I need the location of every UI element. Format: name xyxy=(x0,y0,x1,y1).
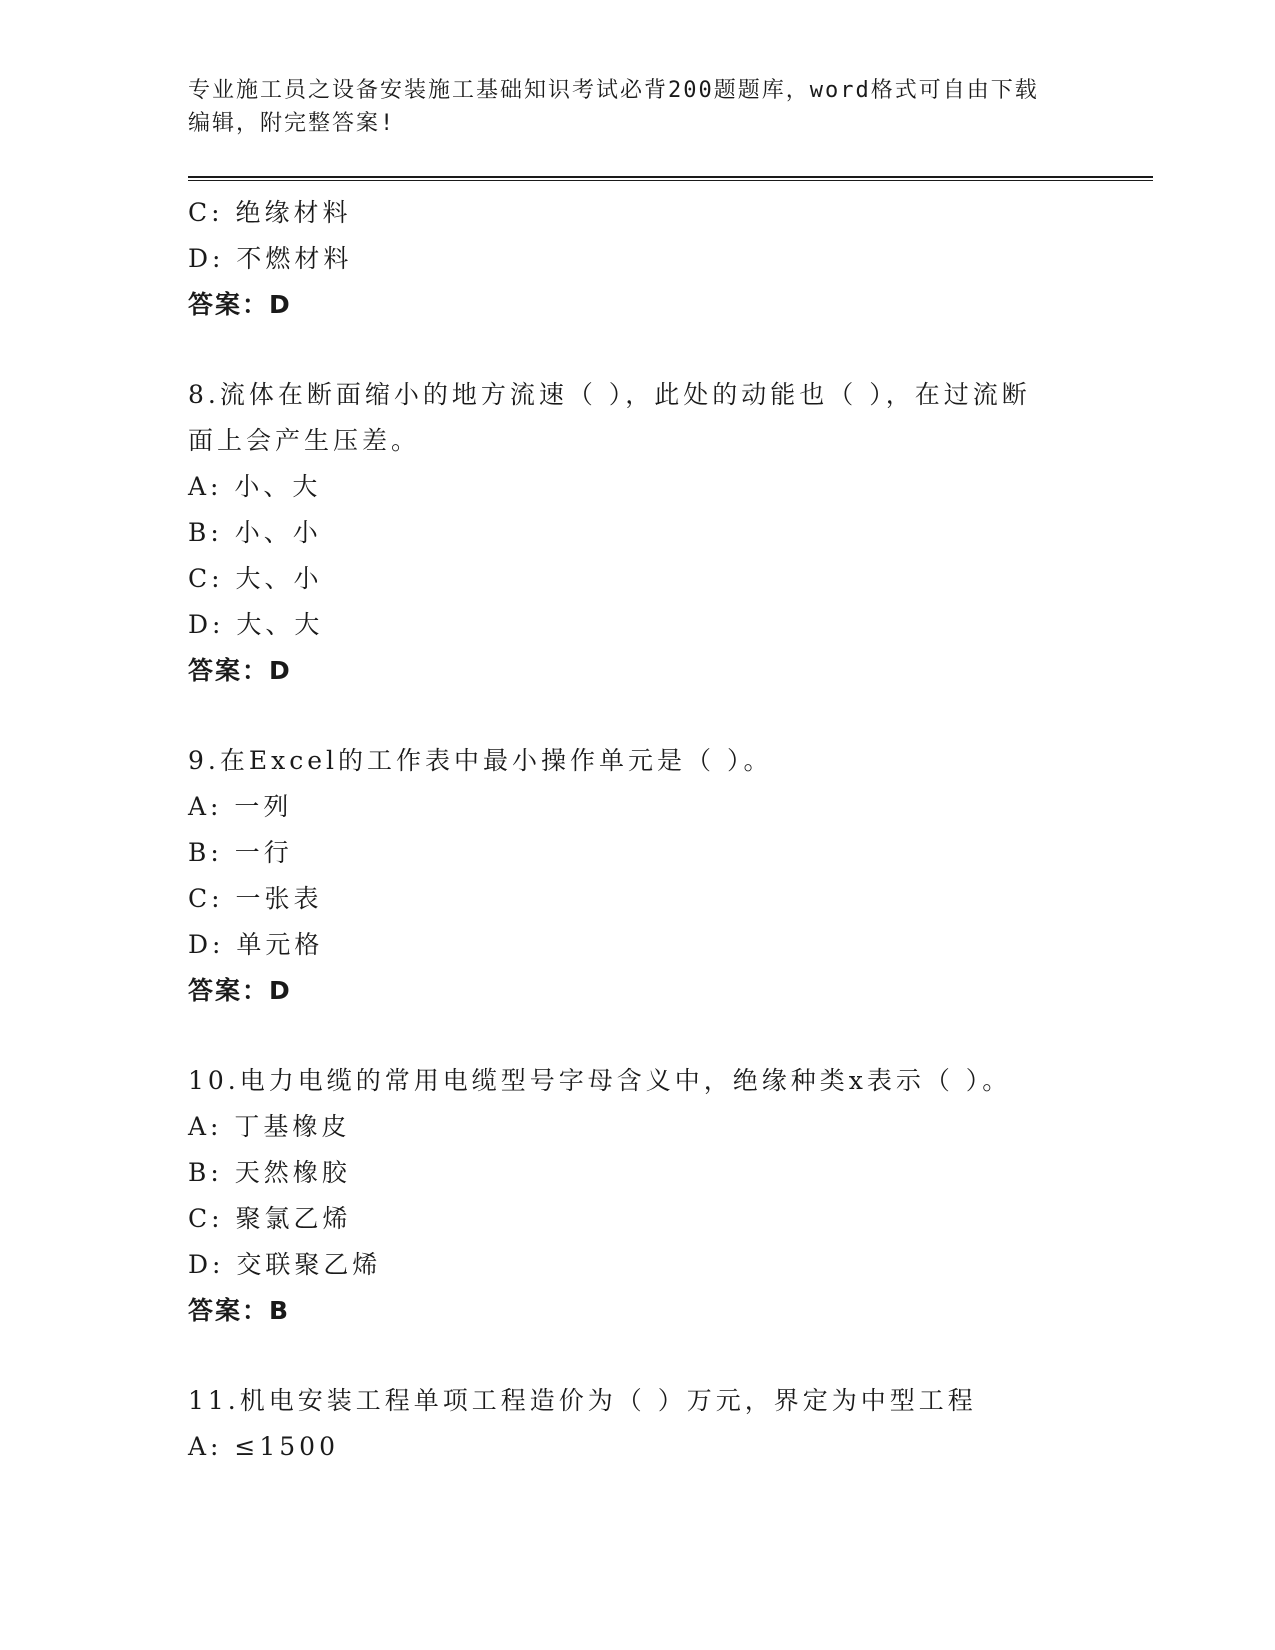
answer-line: 答案：B xyxy=(188,1296,291,1325)
option-c: C: 大、小 xyxy=(188,564,323,593)
question-stem: 9.在Excel的工作表中最小操作单元是（ ）。 xyxy=(188,746,773,775)
option-c: C: 绝缘材料 xyxy=(188,198,352,227)
question-stem: 11.机电安装工程单项工程造价为（ ）万元，界定为中型工程 xyxy=(188,1386,977,1415)
question-stem: 10.电力电缆的常用电缆型号字母含义中，绝缘种类x表示（ ）。 xyxy=(188,1066,1012,1095)
option-d: D: 单元格 xyxy=(188,930,324,959)
question-stem-continued: 面上会产生压差。 xyxy=(188,426,421,455)
page-header xyxy=(188,74,1068,140)
header-divider xyxy=(188,176,1153,181)
spacer xyxy=(188,328,1088,372)
question-list xyxy=(188,190,1088,1470)
option-a: A: 丁基橡皮 xyxy=(188,1112,351,1141)
option-b: B: 小、小 xyxy=(188,518,322,547)
answer-line: 答案：D xyxy=(188,976,292,1005)
option-d: D: 交联聚乙烯 xyxy=(188,1250,382,1279)
question-8-block xyxy=(188,372,1088,694)
answer-line: 答案：D xyxy=(188,656,292,685)
spacer xyxy=(188,1334,1088,1378)
option-b: B: 一行 xyxy=(188,838,293,867)
question-9-block xyxy=(188,738,1088,1014)
header-title-line2: 编辑，附完整答案! xyxy=(188,111,396,136)
header-title-line1: 专业施工员之设备安装施工基础知识考试必背200题题库，word格式可自由下载 xyxy=(188,78,1039,103)
option-a: A: ≤1500 xyxy=(188,1432,339,1461)
question-11-block xyxy=(188,1378,1088,1470)
option-d: D: 不燃材料 xyxy=(188,244,353,273)
question-7-block xyxy=(188,190,1088,328)
option-c: C: 一张表 xyxy=(188,884,323,913)
option-b: B: 天然橡胶 xyxy=(188,1158,351,1187)
option-a: A: 一列 xyxy=(188,792,293,821)
option-a: A: 小、大 xyxy=(188,472,322,501)
question-stem: 8.流体在断面缩小的地方流速（ ），此处的动能也（ ），在过流断 xyxy=(188,380,1031,409)
question-10-block xyxy=(188,1058,1088,1334)
option-c: C: 聚氯乙烯 xyxy=(188,1204,352,1233)
spacer xyxy=(188,694,1088,738)
answer-line: 答案：D xyxy=(188,290,292,319)
option-d: D: 大、大 xyxy=(188,610,324,639)
spacer xyxy=(188,1014,1088,1058)
